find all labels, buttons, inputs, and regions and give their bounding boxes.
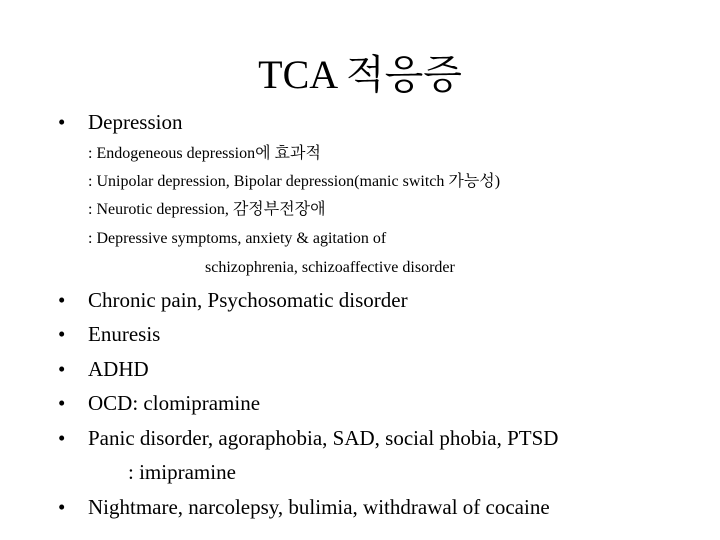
bullet-icon: • [58, 426, 66, 450]
bullet-item-nightmare [58, 494, 550, 520]
panic-continuation: : imipramine [128, 460, 236, 484]
bullet-item-chronic-pain [58, 287, 408, 313]
bullet-item-ocd [58, 390, 260, 416]
sub-item-neurotic: : Neurotic depression, 감정부전장애 [88, 201, 326, 218]
bullet-icon: • [58, 110, 66, 134]
bullet-text: Panic disorder, agoraphobia, SAD, social phobia, PTSD [88, 426, 559, 450]
bullet-icon: • [58, 288, 66, 312]
bullet-icon: • [58, 391, 66, 415]
bullet-item-panic [58, 425, 558, 451]
sub-item-endogeneous: : Endogeneous depression에 효과적 [88, 145, 321, 162]
bullet-text: OCD: clomipramine [88, 391, 261, 415]
bullet-icon: • [58, 495, 66, 519]
bullet-text: Depression [88, 110, 183, 134]
bullet-item-enuresis [58, 321, 160, 347]
bullet-icon: • [58, 322, 66, 346]
sub-item-depressive-symptoms: : Depressive symptoms, anxiety & agitation of [88, 230, 387, 247]
sub-item-continuation: schizophrenia, schizoaffective disorder [205, 259, 455, 276]
slide-title: TCA 적응증 [258, 52, 462, 97]
bullet-item-adhd [58, 356, 149, 382]
bullet-text: Enuresis [88, 322, 161, 346]
bullet-text: ADHD [88, 357, 149, 381]
bullet-item-depression [58, 109, 182, 135]
sub-item-unipolar-bipolar: : Unipolar depression, Bipolar depression(manic switch 가능성) [88, 173, 501, 190]
bullet-text: Chronic pain, Psychosomatic disorder [88, 288, 408, 312]
bullet-icon: • [58, 357, 66, 381]
bullet-text: Nightmare, narcolepsy, bulimia, withdrawal of cocaine [88, 495, 550, 519]
